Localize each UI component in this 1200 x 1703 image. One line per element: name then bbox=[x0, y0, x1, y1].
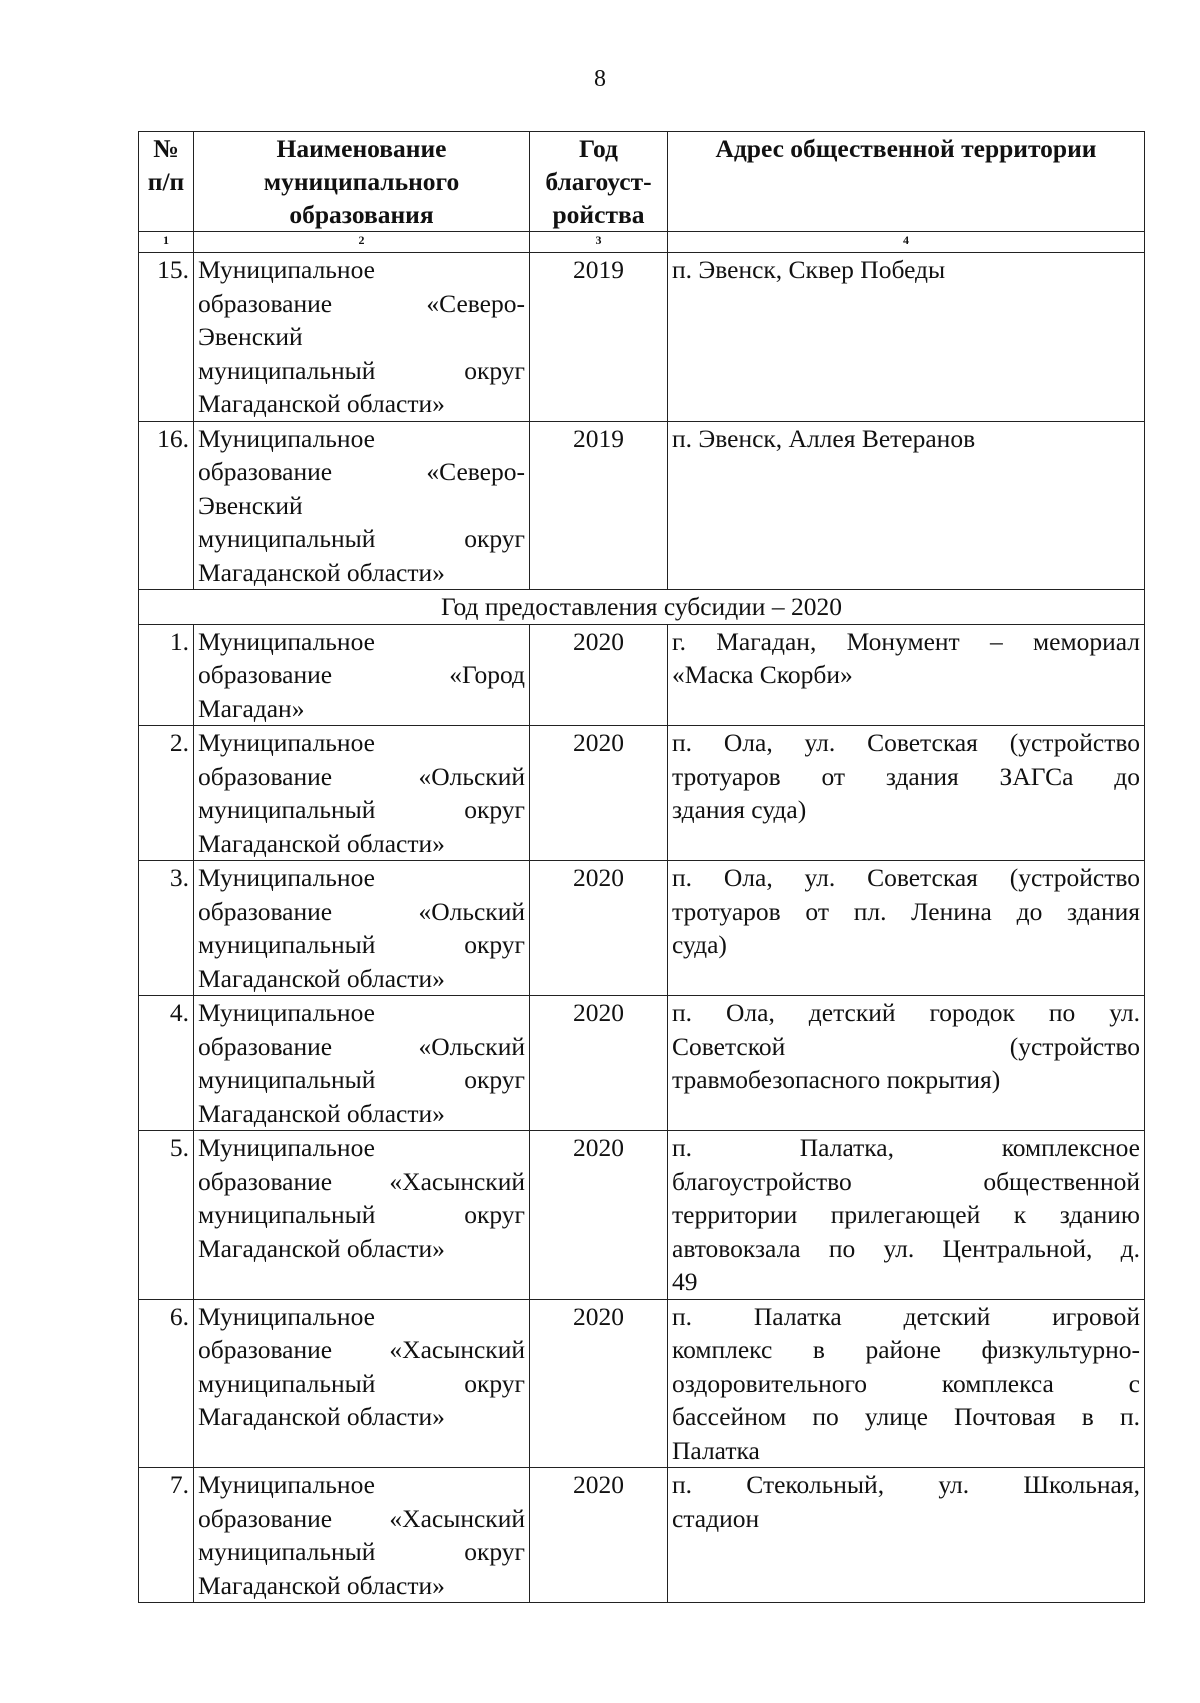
territory-address bbox=[668, 421, 1145, 590]
text-line: образование «Ольский bbox=[198, 896, 525, 926]
text-line: образование «Северо- bbox=[198, 457, 525, 486]
text-line: муниципальный округ bbox=[198, 795, 525, 824]
row-number: 1. bbox=[139, 624, 194, 726]
improvement-year: 2019 bbox=[530, 253, 668, 422]
text-line: Магаданской области» bbox=[198, 389, 445, 418]
text-line: муниципальный округ bbox=[198, 524, 525, 553]
public-territories-table bbox=[138, 131, 1145, 1603]
text-line: Эвенский bbox=[198, 490, 303, 520]
text-line: г. Магадан, Монумент – мемориал bbox=[672, 626, 1140, 656]
header-year bbox=[530, 132, 668, 232]
table-row bbox=[139, 726, 1145, 861]
table-row bbox=[139, 1468, 1145, 1603]
text-line: Магаданской области» bbox=[198, 828, 445, 858]
text-line: муниципальный округ bbox=[198, 930, 525, 959]
table-row bbox=[139, 861, 1145, 996]
table-row bbox=[139, 1299, 1145, 1468]
text-line: Магаданской области» bbox=[198, 1570, 445, 1600]
row-number: 3. bbox=[139, 861, 194, 996]
text-line: п. Эвенск, Аллея Ветеранов bbox=[672, 423, 976, 453]
municipality-name bbox=[194, 1468, 530, 1603]
improvement-year: 2020 bbox=[530, 996, 668, 1131]
text-line: образование «Хасынский bbox=[198, 1166, 525, 1196]
municipality-name bbox=[194, 1131, 530, 1300]
text-line: благоустройство общественной bbox=[672, 1166, 1140, 1196]
text-line: п. Ола, ул. Советская (устройство bbox=[672, 728, 1140, 757]
territory-address bbox=[668, 726, 1145, 861]
text-line: образование «Хасынский bbox=[198, 1503, 525, 1533]
row-number: 2. bbox=[139, 726, 194, 861]
improvement-year: 2020 bbox=[530, 1131, 668, 1300]
row-number: 6. bbox=[139, 1299, 194, 1468]
text-line: здания суда) bbox=[672, 795, 807, 824]
text-line: благоуст- bbox=[545, 167, 652, 196]
municipality-name bbox=[194, 861, 530, 996]
text-line: тротуаров от пл. Ленина до здания bbox=[672, 896, 1140, 926]
improvement-year: 2020 bbox=[530, 861, 668, 996]
text-line: п. Палатка, комплексное bbox=[672, 1133, 1140, 1162]
text-line: муниципального bbox=[263, 167, 460, 196]
improvement-year: 2020 bbox=[530, 726, 668, 861]
text-line: муниципальный округ bbox=[198, 1368, 525, 1398]
text-line: Муниципальное bbox=[198, 626, 375, 656]
text-line: Магаданской области» bbox=[198, 963, 445, 993]
text-line: п. Ола, ул. Советская (устройство bbox=[672, 863, 1140, 892]
text-line: Год bbox=[579, 134, 618, 163]
text-line: Муниципальное bbox=[198, 1470, 375, 1499]
text-line: Магаданской области» bbox=[198, 1402, 445, 1431]
row-number: 4. bbox=[139, 996, 194, 1131]
municipality-name bbox=[194, 726, 530, 861]
header-num bbox=[139, 132, 194, 232]
territory-address bbox=[668, 624, 1145, 726]
territory-address bbox=[668, 861, 1145, 996]
text-line: Магаданской области» bbox=[198, 1233, 445, 1263]
text-line: Наименование bbox=[276, 134, 447, 163]
section-label: Год предоставления субсидии – 2020 bbox=[139, 590, 1145, 625]
column-index: 2 bbox=[194, 232, 530, 253]
text-line: ройства bbox=[552, 200, 645, 229]
text-line: автовокзала по ул. Центральной, д. bbox=[672, 1233, 1140, 1263]
column-index: 4 bbox=[668, 232, 1145, 253]
table-row bbox=[139, 996, 1145, 1131]
table-row bbox=[139, 253, 1145, 422]
text-line: тротуаров от здания ЗАГСа до bbox=[672, 761, 1140, 791]
territory-address bbox=[668, 996, 1145, 1131]
improvement-year: 2020 bbox=[530, 1299, 668, 1468]
territory-address bbox=[668, 1299, 1145, 1468]
text-line: образование «Ольский bbox=[198, 761, 525, 791]
text-line: Магадан» bbox=[198, 693, 305, 723]
text-line: п/п bbox=[147, 167, 185, 196]
text-line: оздоровительного комплекса с bbox=[672, 1368, 1140, 1398]
text-line: Муниципальное bbox=[198, 728, 375, 757]
text-line: образование «Северо- bbox=[198, 288, 525, 318]
text-line: муниципальный округ bbox=[198, 1537, 525, 1566]
text-line: Муниципальное bbox=[198, 863, 375, 892]
column-index: 3 bbox=[530, 232, 668, 253]
municipality-name bbox=[194, 253, 530, 422]
municipality-name bbox=[194, 421, 530, 590]
text-line: Палатка bbox=[672, 1435, 760, 1465]
text-line: Муниципальное bbox=[198, 1301, 375, 1331]
text-line: Эвенский bbox=[198, 322, 303, 351]
text-line: Муниципальное bbox=[198, 1133, 375, 1162]
municipality-name bbox=[194, 1299, 530, 1468]
text-line: п. Эвенск, Сквер Победы bbox=[672, 255, 946, 284]
improvement-year: 2020 bbox=[530, 624, 668, 726]
text-line: образование «Город bbox=[198, 660, 525, 689]
text-line: муниципальный округ bbox=[198, 1200, 525, 1229]
text-line: Советской (устройство bbox=[672, 1031, 1140, 1061]
improvement-year: 2020 bbox=[530, 1468, 668, 1603]
column-index-row bbox=[139, 232, 1145, 253]
municipality-name bbox=[194, 624, 530, 726]
text-line: образование «Хасынский bbox=[198, 1335, 525, 1364]
improvement-year: 2019 bbox=[530, 421, 668, 590]
text-line: комплекс в районе физкультурно- bbox=[672, 1335, 1140, 1364]
text-line: Магаданской области» bbox=[198, 1098, 445, 1128]
text-line: образование «Ольский bbox=[198, 1031, 525, 1061]
text-line: Муниципальное bbox=[198, 255, 375, 284]
text-line: образования bbox=[289, 200, 434, 229]
row-number: 15. bbox=[139, 253, 194, 422]
text-line: территории прилегающей к зданию bbox=[672, 1200, 1140, 1229]
text-line: «Маска Скорби» bbox=[672, 660, 853, 689]
text-line: Муниципальное bbox=[198, 423, 375, 453]
text-line: Адрес общественной территории bbox=[715, 134, 1097, 163]
table-row bbox=[139, 421, 1145, 590]
header-name bbox=[194, 132, 530, 232]
territory-address bbox=[668, 1131, 1145, 1300]
text-line: стадион bbox=[672, 1503, 760, 1533]
table-row bbox=[139, 1131, 1145, 1300]
table-header-row bbox=[139, 132, 1145, 232]
territory-address bbox=[668, 1468, 1145, 1603]
page-number: 8 bbox=[594, 66, 606, 92]
text-line: суда) bbox=[672, 930, 727, 959]
text-line: п. Стекольный, ул. Школьная, bbox=[672, 1470, 1140, 1499]
rows-2019 bbox=[139, 253, 1145, 590]
row-number: 7. bbox=[139, 1468, 194, 1603]
text-line: муниципальный округ bbox=[198, 355, 525, 385]
text-line: п. Палатка детский игровой bbox=[672, 1301, 1140, 1331]
territory-address bbox=[668, 253, 1145, 422]
section-2020 bbox=[139, 590, 1145, 625]
table-row bbox=[139, 624, 1145, 726]
rows-2020 bbox=[139, 624, 1145, 1603]
header-address bbox=[668, 132, 1145, 232]
section-row bbox=[139, 590, 1145, 625]
text-line: Магаданской области» bbox=[198, 557, 445, 587]
text-line: № bbox=[153, 134, 179, 163]
text-line: Муниципальное bbox=[198, 998, 375, 1027]
text-line: травмобезопасного покрытия) bbox=[672, 1065, 1001, 1094]
row-number: 16. bbox=[139, 421, 194, 590]
column-index: 1 bbox=[139, 232, 194, 253]
text-line: муниципальный округ bbox=[198, 1065, 525, 1094]
text-line: 49 bbox=[672, 1267, 698, 1296]
text-line: бассейном по улице Почтовая в п. bbox=[672, 1402, 1140, 1431]
municipality-name bbox=[194, 996, 530, 1131]
row-number: 5. bbox=[139, 1131, 194, 1300]
text-line: п. Ола, детский городок по ул. bbox=[672, 998, 1140, 1027]
